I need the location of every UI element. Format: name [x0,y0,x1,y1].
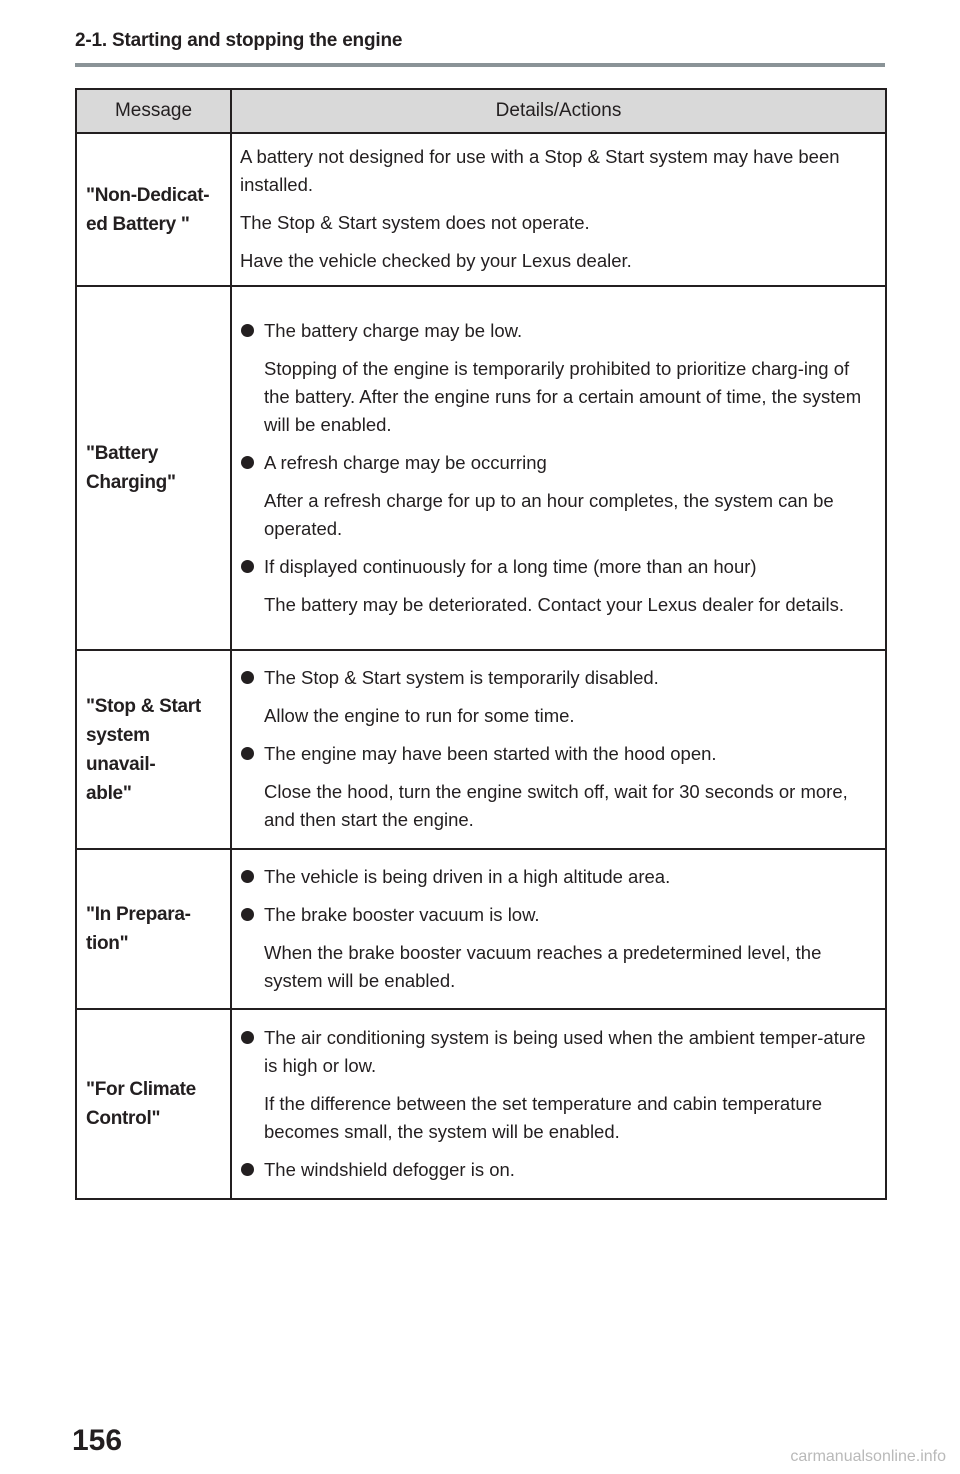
details-cell [231,1009,886,1199]
bullet-dot-icon [241,870,254,883]
bullet-item [240,740,877,768]
page-number: 156 [72,1424,123,1457]
bullet-detail: Stopping of the engine is temporarily prohibited to prioritize charg-ing of the battery. After the engine runs for a certain amount of time, the system will be enabled. [264,357,862,435]
message-cell [76,286,231,650]
bullet-dot-icon [241,747,254,760]
table-header-row [76,89,886,133]
bullet-text: The brake booster vacuum is low. [264,903,540,925]
bullet-text: If displayed continuously for a long time (more than an hour) [264,555,757,577]
message-line: Charging" [86,472,176,493]
bullet-detail: If the difference between the set temperature and cabin temperature becomes small, the system will be enabled. [264,1092,823,1142]
bullet-detail: After a refresh charge for up to an hour completes, the system can be operated. [264,489,834,539]
message-line: "Stop & Start [86,695,201,717]
column-header-message: Message [76,89,231,133]
table-row [76,849,886,1009]
message-line: tion" [86,933,129,954]
bullet-item [240,449,877,477]
detail-paragraph: A battery not designed for use with a Stop & Start system may have been installed. [240,146,840,195]
message-line: "Non-Dedicat- [86,184,210,206]
detail-paragraph: The Stop & Start system does not operate. [240,212,590,233]
section-title: 2-1. Starting and stopping the engine [75,30,403,51]
bullet-item [240,317,877,345]
details-cell [231,286,886,650]
details-cell [231,133,886,286]
column-header-details: Details/Actions [231,89,886,133]
bullet-dot-icon [241,908,254,921]
bullet-dot-icon [241,456,254,469]
bullet-text: The engine may have been started with the hood open. [264,743,717,764]
table-row [76,133,886,286]
bullet-detail: Close the hood, turn the engine switch off, wait for 30 seconds or more, and then start the engine. [264,781,848,830]
message-line: "For Climate [86,1079,196,1100]
message-table [75,88,887,1200]
message-cell [76,1009,231,1199]
bullet-item [240,1024,877,1080]
bullet-dot-icon [241,1031,254,1044]
message-line: "Battery [86,443,159,464]
message-cell [76,650,231,849]
bullet-text: A refresh charge may be occurring [264,451,547,473]
table-row [76,286,886,650]
bullet-detail: The battery may be deteriorated. Contact your Lexus dealer for details. [264,593,844,615]
bullet-dot-icon [241,560,254,573]
message-line: ed Battery " [86,213,190,235]
bullet-item [240,863,877,891]
bullet-text: The vehicle is being driven in a high altitude area. [264,865,671,887]
message-line: able" [86,782,132,804]
bullet-dot-icon [241,671,254,684]
bullet-text: The air conditioning system is being used when the ambient temper-ature is high or low. [264,1026,866,1076]
details-cell [231,650,886,849]
message-line: "In Prepara- [86,904,191,925]
table-row [76,650,886,849]
bullet-detail: When the brake booster vacuum reaches a predetermined level, the system will be enabled. [264,941,822,991]
bullet-item [240,901,877,929]
bullet-detail: Allow the engine to run for some time. [264,705,575,726]
bullet-text: The windshield defogger is on. [264,1158,515,1180]
bullet-dot-icon [241,1163,254,1176]
message-cell [76,849,231,1009]
message-line: system unavail- [86,724,156,775]
bullet-item [240,553,877,581]
header-divider [75,63,885,67]
watermark: carmanualsonline.info [790,1448,946,1465]
details-cell [231,849,886,1009]
bullet-item [240,664,877,692]
bullet-text: The Stop & Start system is temporarily disabled. [264,667,659,688]
bullet-item [240,1156,877,1184]
detail-paragraph: Have the vehicle checked by your Lexus dealer. [240,250,632,271]
table-row [76,1009,886,1199]
bullet-dot-icon [241,324,254,337]
message-line: Control" [86,1108,161,1129]
message-cell [76,133,231,286]
bullet-text: The battery charge may be low. [264,319,523,341]
